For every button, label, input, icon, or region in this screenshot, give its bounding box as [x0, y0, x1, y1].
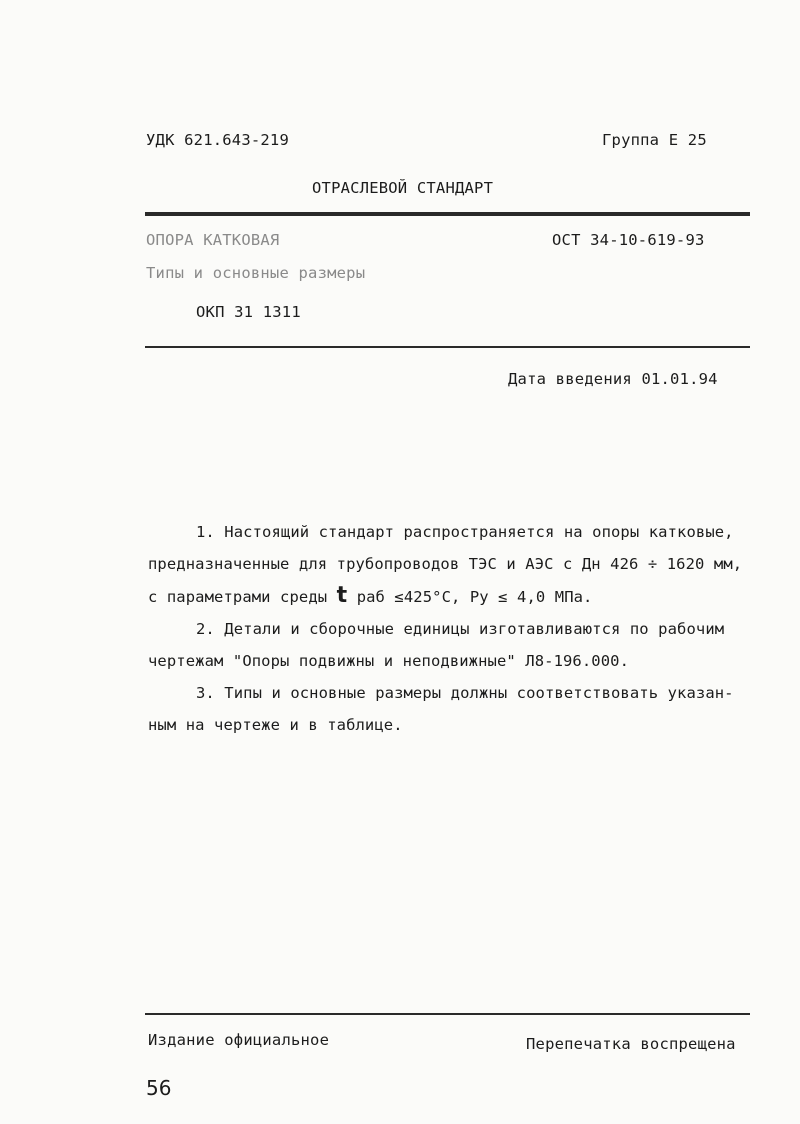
clause-1-line-3 [148, 580, 760, 613]
document-subtitle: Типы и основные размеры [146, 264, 366, 282]
clause-2-line-1: 2. Детали и сборочные единицы изготавливаются по рабочим [196, 620, 725, 638]
reprint-note: Перепечатка воспрещена [526, 1035, 736, 1053]
header-divider [145, 212, 750, 216]
clause-3-line-1: 3. Типы и основные размеры должны соответствовать указан- [196, 684, 734, 702]
clauses [148, 516, 760, 741]
clause-1-line-1: 1. Настоящий стандарт распространяется на опоры катковые, [196, 523, 734, 541]
clause-3-line-2: ным на чертеже и в таблице. [148, 716, 403, 734]
clause-2-line-2: чертежам "Опоры подвижны и неподвижные" Л8-196.000. [148, 652, 630, 670]
document-title: ОПОРА КАТКОВАЯ [146, 231, 280, 249]
footer-divider [145, 1013, 750, 1015]
okp-code: ОКП 31 1311 [196, 303, 301, 321]
edition-note: Издание официальное [148, 1031, 330, 1049]
clause-1-line-3-end: раб ≤425°С, Ру ≤ 4,0 МПа. [347, 588, 593, 606]
clause-1-line-3-start: с параметрами среды [148, 588, 337, 606]
temperature-symbol: t [336, 583, 348, 608]
clause-1-line-2: предназначенные для трубопроводов ТЭС и АЭС с Дн 426 ÷ 1620 мм, [148, 555, 743, 573]
group-code: Группа Е 25 [602, 131, 707, 149]
udc-code: УДК 621.643-219 [146, 131, 289, 149]
standard-number: ОСТ 34-10-619-93 [552, 231, 705, 249]
page-number: 56 [146, 1076, 172, 1100]
standard-category: ОТРАСЛЕВОЙ СТАНДАРТ [312, 179, 494, 197]
title-divider [145, 346, 750, 348]
introduction-date: Дата введения 01.01.94 [508, 370, 718, 388]
